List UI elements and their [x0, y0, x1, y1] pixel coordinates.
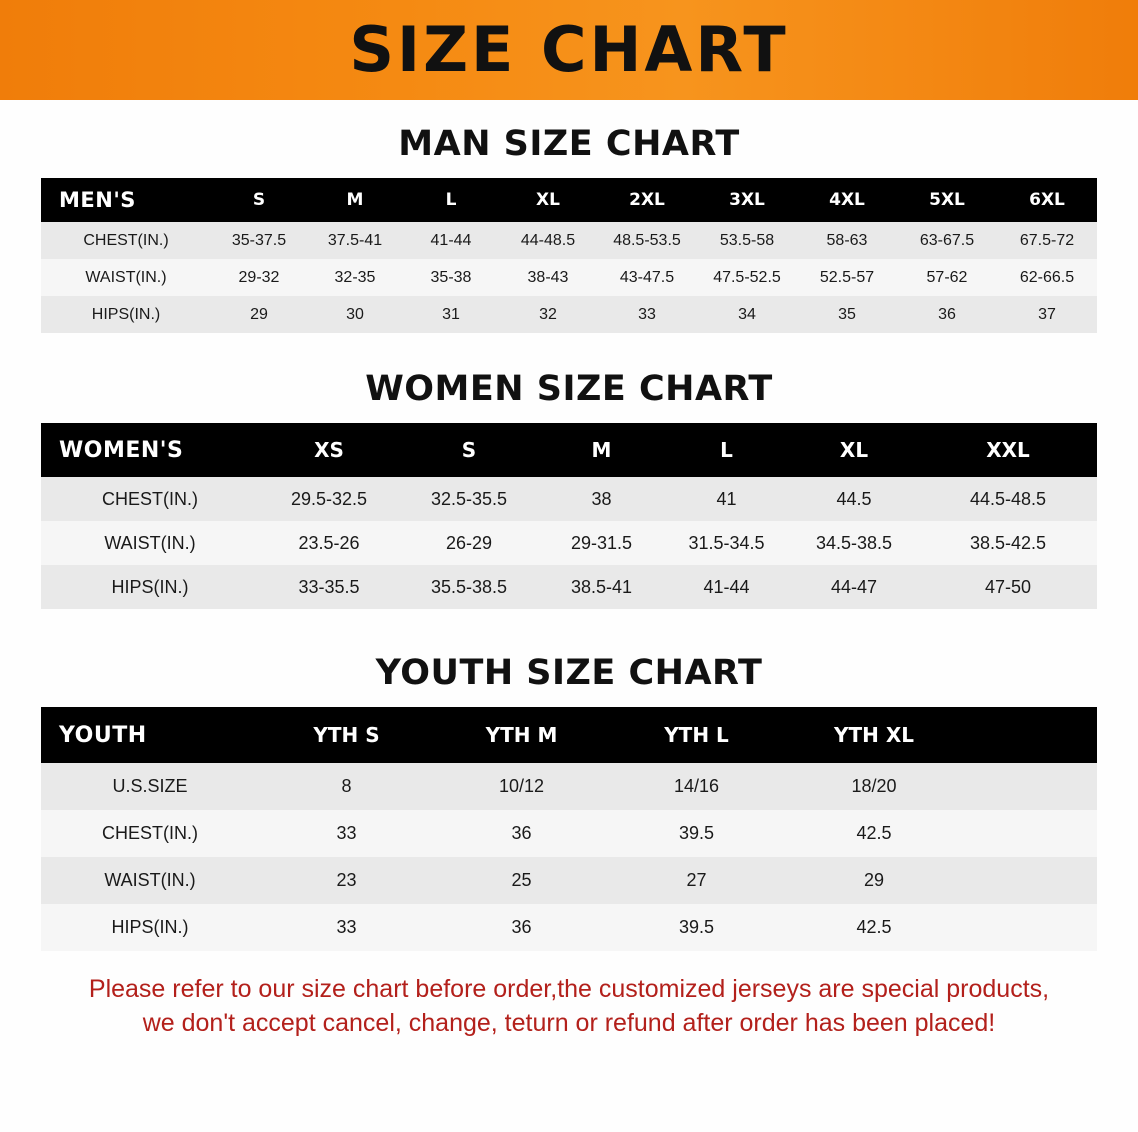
- men-cell-1-7: 57-62: [897, 259, 997, 296]
- women-cell-2-3: 41-44: [664, 565, 789, 609]
- men-row-label-2: HIPS(IN.): [41, 296, 211, 333]
- men-col-2: L: [403, 178, 499, 222]
- women-corner-label: WOMEN'S: [41, 423, 259, 477]
- table-row: [41, 565, 1097, 609]
- youth-cell-1-2: 39.5: [609, 810, 784, 857]
- men-col-0: S: [211, 178, 307, 222]
- table-row: [41, 810, 1097, 857]
- man-size-table: [41, 178, 1097, 333]
- table-row: [41, 296, 1097, 333]
- men-cell-1-1: 32-35: [307, 259, 403, 296]
- men-col-8: 6XL: [997, 178, 1097, 222]
- youth-col-spacer: [964, 707, 1097, 763]
- youth-cell-0-1: 10/12: [434, 763, 609, 810]
- youth-row-label-3: HIPS(IN.): [41, 904, 259, 951]
- women-cell-1-4: 34.5-38.5: [789, 521, 919, 565]
- men-corner-label: MEN'S: [41, 178, 211, 222]
- youth-col-0: YTH S: [259, 707, 434, 763]
- table-header-row: [41, 178, 1097, 222]
- women-col-2: M: [539, 423, 664, 477]
- women-cell-0-3: 41: [664, 477, 789, 521]
- women-cell-0-5: 44.5-48.5: [919, 477, 1097, 521]
- men-cell-1-4: 43-47.5: [597, 259, 697, 296]
- women-row-label-0: CHEST(IN.): [41, 477, 259, 521]
- policy-note: [34, 973, 1104, 1041]
- women-cell-1-0: 23.5-26: [259, 521, 399, 565]
- women-section-heading: WOMEN SIZE CHART: [365, 369, 773, 409]
- youth-size-table: [41, 707, 1097, 951]
- women-col-3: L: [664, 423, 789, 477]
- men-cell-2-4: 33: [597, 296, 697, 333]
- men-col-7: 5XL: [897, 178, 997, 222]
- table-row: [41, 222, 1097, 259]
- table-row: [41, 477, 1097, 521]
- men-col-3: XL: [499, 178, 597, 222]
- youth-cell-2-0: 23: [259, 857, 434, 904]
- policy-note-line-2: we don't accept cancel, change, teturn or refund after order has been placed!: [142, 1008, 996, 1037]
- women-size-table: [41, 423, 1097, 609]
- women-cell-2-0: 33-35.5: [259, 565, 399, 609]
- men-row-label-0: CHEST(IN.): [41, 222, 211, 259]
- table-header-row: [41, 707, 1097, 763]
- women-col-5: XXL: [919, 423, 1097, 477]
- table-row: [41, 904, 1097, 951]
- women-cell-2-4: 44-47: [789, 565, 919, 609]
- women-cell-0-2: 38: [539, 477, 664, 521]
- men-cell-0-6: 58-63: [797, 222, 897, 259]
- men-col-6: 4XL: [797, 178, 897, 222]
- youth-cell-3-3: 42.5: [784, 904, 964, 951]
- youth-corner-label: YOUTH: [41, 707, 259, 763]
- women-cell-2-2: 38.5-41: [539, 565, 664, 609]
- youth-section-heading: YOUTH SIZE CHART: [375, 653, 763, 693]
- women-cell-1-5: 38.5-42.5: [919, 521, 1097, 565]
- table-row: [41, 521, 1097, 565]
- women-cell-0-1: 32.5-35.5: [399, 477, 539, 521]
- men-cell-0-1: 37.5-41: [307, 222, 403, 259]
- women-cell-1-2: 29-31.5: [539, 521, 664, 565]
- men-cell-0-2: 41-44: [403, 222, 499, 259]
- youth-row-label-2: WAIST(IN.): [41, 857, 259, 904]
- youth-cell-0-spacer: [964, 763, 1097, 810]
- men-cell-0-5: 53.5-58: [697, 222, 797, 259]
- youth-cell-0-0: 8: [259, 763, 434, 810]
- men-row-label-1: WAIST(IN.): [41, 259, 211, 296]
- men-cell-2-3: 32: [499, 296, 597, 333]
- women-cell-2-5: 47-50: [919, 565, 1097, 609]
- women-row-label-1: WAIST(IN.): [41, 521, 259, 565]
- men-cell-0-8: 67.5-72: [997, 222, 1097, 259]
- youth-col-3: YTH XL: [784, 707, 964, 763]
- men-cell-1-5: 47.5-52.5: [697, 259, 797, 296]
- men-cell-1-0: 29-32: [211, 259, 307, 296]
- men-cell-2-7: 36: [897, 296, 997, 333]
- men-cell-0-0: 35-37.5: [211, 222, 307, 259]
- women-cell-2-1: 35.5-38.5: [399, 565, 539, 609]
- women-cell-0-0: 29.5-32.5: [259, 477, 399, 521]
- table-row: [41, 259, 1097, 296]
- table-row: [41, 763, 1097, 810]
- youth-cell-3-2: 39.5: [609, 904, 784, 951]
- page-title: SIZE CHART: [349, 13, 789, 86]
- header-banner: [0, 0, 1138, 100]
- men-cell-1-6: 52.5-57: [797, 259, 897, 296]
- youth-cell-3-spacer: [964, 904, 1097, 951]
- women-cell-0-4: 44.5: [789, 477, 919, 521]
- men-cell-2-1: 30: [307, 296, 403, 333]
- men-cell-1-3: 38-43: [499, 259, 597, 296]
- men-cell-0-3: 44-48.5: [499, 222, 597, 259]
- men-col-5: 3XL: [697, 178, 797, 222]
- men-col-1: M: [307, 178, 403, 222]
- youth-cell-2-1: 25: [434, 857, 609, 904]
- men-cell-2-0: 29: [211, 296, 307, 333]
- youth-cell-0-3: 18/20: [784, 763, 964, 810]
- women-col-1: S: [399, 423, 539, 477]
- men-cell-2-2: 31: [403, 296, 499, 333]
- table-header-row: [41, 423, 1097, 477]
- men-cell-2-6: 35: [797, 296, 897, 333]
- youth-cell-2-3: 29: [784, 857, 964, 904]
- youth-cell-2-2: 27: [609, 857, 784, 904]
- youth-cell-0-2: 14/16: [609, 763, 784, 810]
- men-cell-1-2: 35-38: [403, 259, 499, 296]
- youth-cell-1-3: 42.5: [784, 810, 964, 857]
- women-col-0: XS: [259, 423, 399, 477]
- youth-cell-2-spacer: [964, 857, 1097, 904]
- youth-row-label-0: U.S.SIZE: [41, 763, 259, 810]
- women-col-4: XL: [789, 423, 919, 477]
- men-cell-0-7: 63-67.5: [897, 222, 997, 259]
- men-col-4: 2XL: [597, 178, 697, 222]
- youth-col-1: YTH M: [434, 707, 609, 763]
- men-cell-2-5: 34: [697, 296, 797, 333]
- table-row: [41, 857, 1097, 904]
- man-section-heading: MAN SIZE CHART: [398, 124, 740, 164]
- men-cell-1-8: 62-66.5: [997, 259, 1097, 296]
- policy-note-line-1: Please refer to our size chart before order,the customized jerseys are special products,: [88, 975, 1050, 1003]
- women-cell-1-1: 26-29: [399, 521, 539, 565]
- youth-cell-1-1: 36: [434, 810, 609, 857]
- women-row-label-2: HIPS(IN.): [41, 565, 259, 609]
- youth-cell-3-0: 33: [259, 904, 434, 951]
- youth-cell-1-0: 33: [259, 810, 434, 857]
- youth-cell-3-1: 36: [434, 904, 609, 951]
- women-cell-1-3: 31.5-34.5: [664, 521, 789, 565]
- youth-cell-1-spacer: [964, 810, 1097, 857]
- youth-col-2: YTH L: [609, 707, 784, 763]
- men-cell-2-8: 37: [997, 296, 1097, 333]
- men-cell-0-4: 48.5-53.5: [597, 222, 697, 259]
- youth-row-label-1: CHEST(IN.): [41, 810, 259, 857]
